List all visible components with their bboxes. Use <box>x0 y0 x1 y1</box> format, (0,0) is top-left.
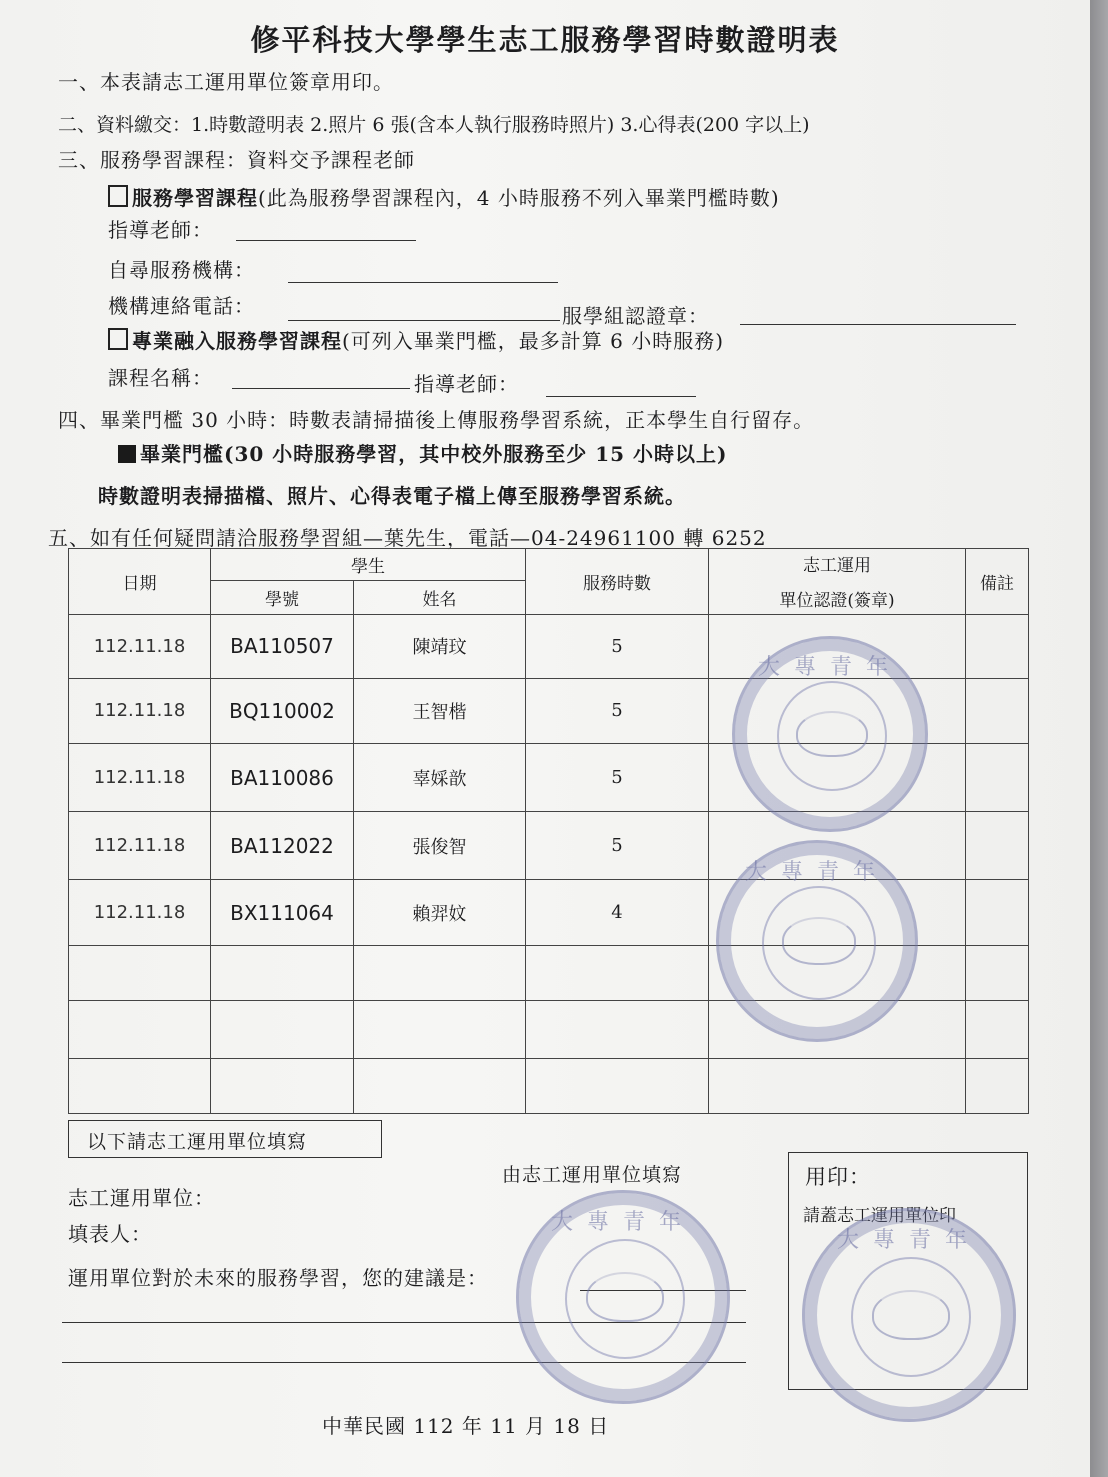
service-course-checkbox[interactable] <box>108 185 128 207</box>
header-date: 日期 <box>69 549 211 615</box>
service-course-label: 服務學習課程 <box>132 186 258 210</box>
certification-stamp-blank <box>740 324 1016 325</box>
form-title: 修平科技大學學生志工服務學習時數證明表 <box>250 23 840 57</box>
seal-hint: 請蓋志工運用單位印 <box>803 1206 956 1226</box>
fill-instruction-box <box>68 1120 382 1158</box>
cell-note <box>966 946 1029 1001</box>
instruction-1: 一、本表請志工運用單位簽章用印。 <box>58 70 394 94</box>
header-certification-line1: 志工運用 <box>803 556 871 577</box>
org-seal-stamp <box>732 636 928 832</box>
cell-date <box>69 946 211 1001</box>
cell-hours: 5 <box>526 678 709 744</box>
teacher-label: 指導老師： <box>108 218 213 242</box>
cell-student-id: BA110086 <box>211 744 354 812</box>
cell-hours: 5 <box>526 614 709 678</box>
cell-name <box>354 946 526 1001</box>
cell-student-id <box>211 1058 354 1113</box>
cell-hours <box>526 1058 709 1113</box>
cell-student-id: BA110507 <box>211 614 354 678</box>
cell-note <box>966 1001 1029 1058</box>
graduation-threshold-label: 畢業門檻(30 小時服務學習，其中校外服務至少 15 小時以上) <box>140 442 728 466</box>
cell-name <box>354 1058 526 1113</box>
header-hours: 服務時數 <box>526 549 709 615</box>
course-teacher-label: 指導老師： <box>414 372 519 396</box>
cell-note <box>966 678 1029 744</box>
org-phone-label: 機構連絡電話： <box>108 294 255 318</box>
header-certification-line2: 單位認證(簽章) <box>779 591 895 612</box>
cell-name: 賴羿妏 <box>354 880 526 946</box>
cell-note <box>966 880 1029 946</box>
unit-label: 志工運用單位： <box>68 1186 215 1210</box>
cell-student-id: BQ110002 <box>211 678 354 744</box>
cell-hours: 5 <box>526 812 709 880</box>
cell-note <box>966 744 1029 812</box>
teacher-blank <box>236 240 416 241</box>
seal-text: 大專青年 <box>836 1228 981 1254</box>
professional-course-option[interactable] <box>108 325 724 354</box>
seal-title: 用印： <box>805 1165 871 1189</box>
cell-hours: 5 <box>526 744 709 812</box>
graduation-threshold-option[interactable] <box>118 438 727 467</box>
cell-date: 112.11.18 <box>69 744 211 812</box>
service-hours-table <box>68 548 1029 1114</box>
org-seal-stamp <box>516 1190 730 1404</box>
instruction-4: 四、畢業門檻 30 小時：時數表請掃描後上傳服務學習系統，正本學生自行留存。 <box>58 408 815 432</box>
seal-text: 大專青年 <box>550 1210 695 1236</box>
cell-student-id: BA112022 <box>211 812 354 880</box>
professional-course-label: 專業融入服務學習課程 <box>132 329 342 353</box>
cell-note <box>966 1058 1029 1113</box>
header-note: 備註 <box>966 549 1029 615</box>
cell-name: 張俊智 <box>354 812 526 880</box>
cell-student-id <box>211 1001 354 1058</box>
cell-date: 112.11.18 <box>69 880 211 946</box>
cell-hours: 4 <box>526 880 709 946</box>
org-seal-stamp <box>716 840 918 1042</box>
lotus-icon <box>796 711 868 757</box>
cell-note <box>966 614 1029 678</box>
cell-student-id: BX111064 <box>211 880 354 946</box>
filler-label: 填表人： <box>68 1222 152 1246</box>
form-date: 中華民國 112 年 11 月 18 日 <box>322 1414 610 1438</box>
cell-name <box>354 1001 526 1058</box>
lotus-icon <box>872 1290 951 1340</box>
org-phone-blank <box>288 320 560 321</box>
table-row <box>69 1058 1029 1113</box>
header-student-id: 學號 <box>211 580 354 614</box>
cell-name: 陳靖玟 <box>354 614 526 678</box>
header-name: 姓名 <box>354 580 526 614</box>
cell-hours <box>526 1001 709 1058</box>
organization-label: 自尋服務機構： <box>108 258 255 282</box>
cell-date <box>69 1001 211 1058</box>
lotus-icon <box>782 917 857 964</box>
graduation-threshold-checkbox-checked[interactable] <box>118 445 136 463</box>
seal-text: 大專青年 <box>757 655 902 681</box>
fill-by-label: 由志工運用單位填寫 <box>502 1164 683 1186</box>
background-edge <box>1090 0 1108 1477</box>
instruction-2: 二、資料繳交：1.時數證明表 2.照片 6 張(含本人執行服務時照片) 3.心得表(200 字以上) <box>58 114 810 136</box>
cell-date: 112.11.18 <box>69 678 211 744</box>
service-course-note: (此為服務學習課程內，4 小時服務不列入畢業門檻時數) <box>258 186 780 210</box>
org-seal-stamp <box>802 1208 1016 1422</box>
service-course-option[interactable] <box>108 182 780 211</box>
suggestion-label: 運用單位對於未來的服務學習，您的建議是： <box>68 1266 488 1290</box>
header-certification <box>709 549 966 615</box>
professional-course-checkbox[interactable] <box>108 328 128 350</box>
certification-stamp-label: 服學組認證章： <box>562 304 709 328</box>
seal-text: 大專青年 <box>744 859 889 885</box>
course-name-blank <box>232 388 410 389</box>
professional-course-note: (可列入畢業門檻，最多計算 6 小時服務) <box>342 329 725 353</box>
organization-blank <box>288 282 558 283</box>
instruction-5: 五、如有任何疑問請洽服務學習組—葉先生，電話—04-24961100 轉 6252 <box>48 526 767 550</box>
fill-instruction-text: 以下請志工運用單位填寫 <box>87 1131 308 1153</box>
instruction-3: 三、服務學習課程：資料交予課程老師 <box>58 148 415 172</box>
course-teacher-blank <box>546 396 696 397</box>
cell-note <box>966 812 1029 880</box>
cell-student-id <box>211 946 354 1001</box>
course-name-label: 課程名稱： <box>108 366 213 390</box>
upload-instruction: 時數證明表掃描檔、照片、心得表電子檔上傳至服務學習系統。 <box>98 484 686 508</box>
header-student: 學生 <box>211 549 526 581</box>
cell-name: 王智楷 <box>354 678 526 744</box>
cell-name: 辜婇歆 <box>354 744 526 812</box>
cell-date: 112.11.18 <box>69 614 211 678</box>
cell-date <box>69 1058 211 1113</box>
cell-hours <box>526 946 709 1001</box>
cell-date: 112.11.18 <box>69 812 211 880</box>
lotus-icon <box>586 1272 665 1322</box>
cell-certification <box>709 1058 966 1113</box>
